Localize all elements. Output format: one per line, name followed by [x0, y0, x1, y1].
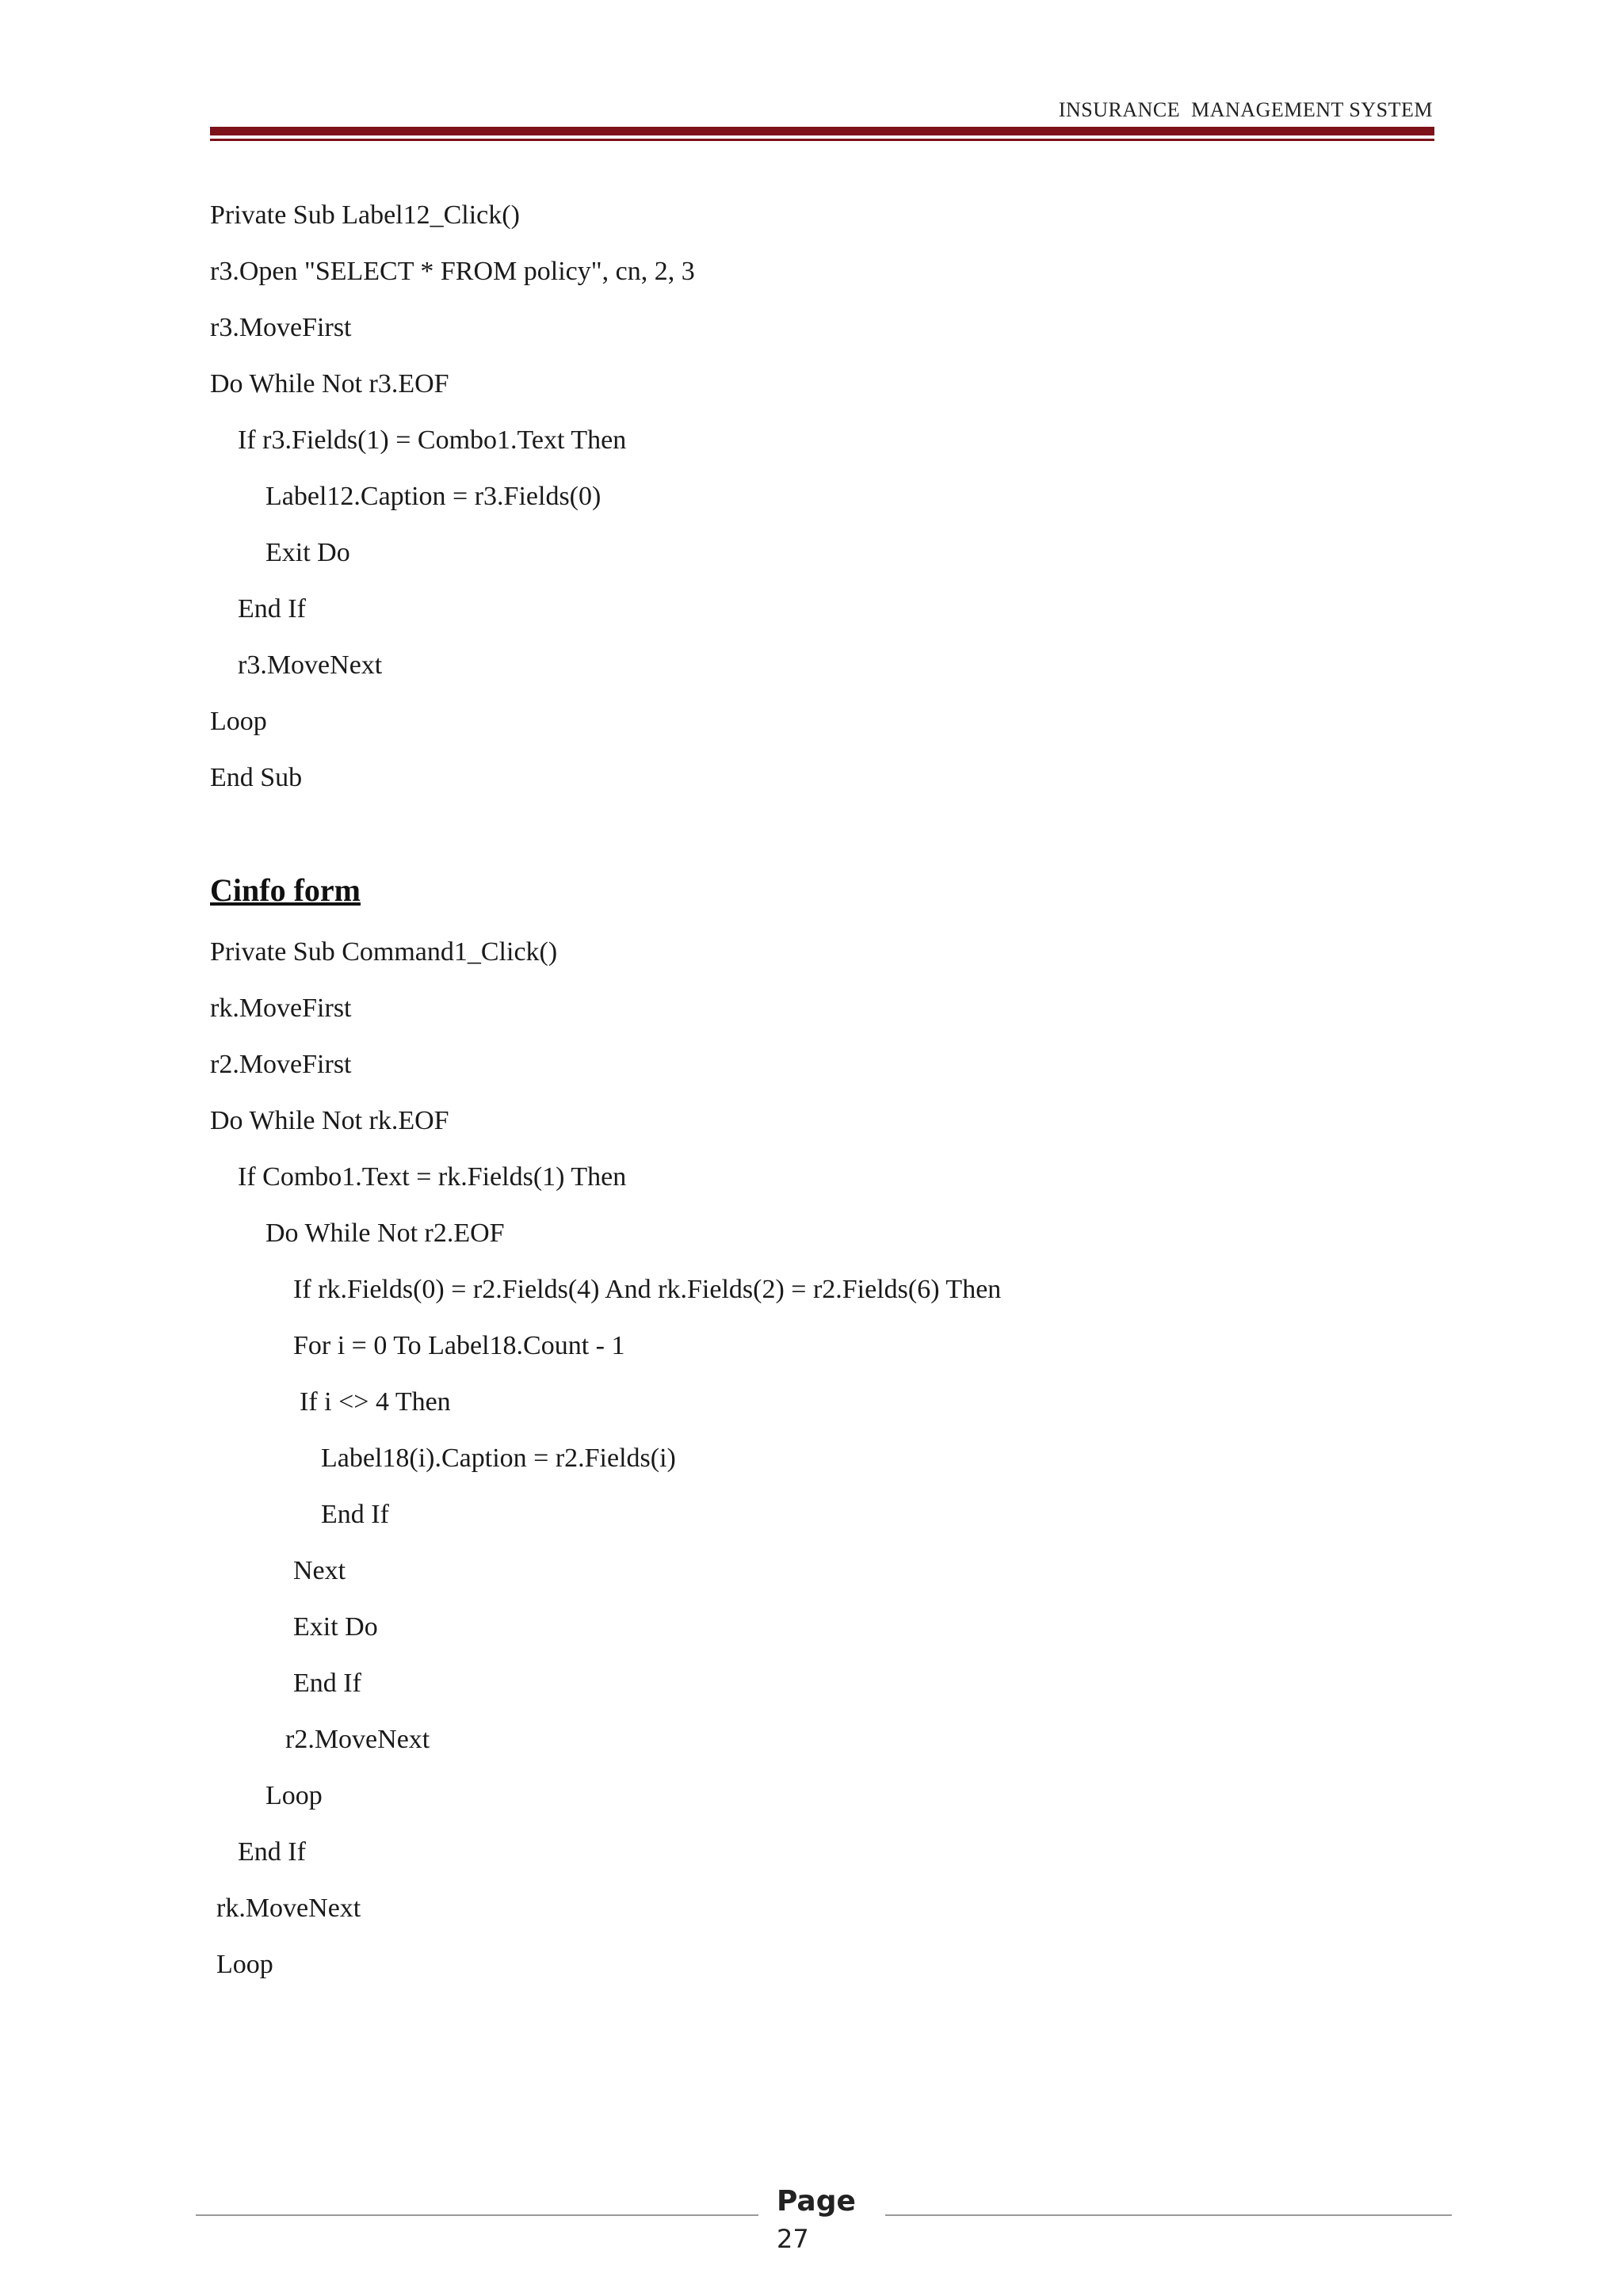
- code-line: For i = 0 To Label18.Count - 1: [293, 1331, 625, 1360]
- footer-rule-right: [885, 2214, 1452, 2216]
- code-line: If i <> 4 Then: [300, 1387, 451, 1417]
- running-header-title: INSURANCE MANAGEMENT SYSTEM: [1058, 98, 1433, 121]
- code-line: If r3.Fields(1) = Combo1.Text Then: [238, 425, 627, 455]
- code-line: r3.MoveFirst: [210, 313, 352, 342]
- code-line: Loop: [216, 1950, 273, 1979]
- code-line: rk.MoveNext: [216, 1894, 361, 1923]
- header-rule-thin: [210, 139, 1434, 141]
- code-line: Loop: [265, 1781, 323, 1810]
- header-rule-thick: [210, 127, 1434, 135]
- code-line: Loop: [210, 707, 267, 736]
- code-line: Do While Not r2.EOF: [265, 1219, 505, 1248]
- code-line: Label18(i).Caption = r2.Fields(i): [321, 1444, 676, 1473]
- code-line: Do While Not rk.EOF: [210, 1106, 449, 1135]
- code-line: Do While Not r3.EOF: [210, 369, 449, 399]
- code-line: End Sub: [210, 763, 303, 792]
- code-line: End If: [293, 1669, 361, 1698]
- code-line: End If: [238, 594, 306, 624]
- footer-page-number: 27: [777, 2224, 809, 2254]
- code-line: End If: [321, 1500, 389, 1529]
- code-line: Exit Do: [293, 1612, 378, 1642]
- code-line: rk.MoveFirst: [210, 994, 352, 1023]
- code-line: If rk.Fields(0) = r2.Fields(4) And rk.Fields(2) = r2.Fields(6) Then: [293, 1275, 1002, 1304]
- code-line: End If: [238, 1837, 306, 1867]
- code-line: r2.MoveFirst: [210, 1050, 352, 1079]
- code-line: r3.MoveNext: [238, 650, 383, 680]
- code-line: r2.MoveNext: [285, 1725, 430, 1754]
- code-line: Private Sub Command1_Click(): [210, 937, 558, 967]
- section-heading: Cinfo form: [210, 872, 361, 908]
- code-line: Private Sub Label12_Click(): [210, 200, 520, 230]
- code-line: Label12.Caption = r3.Fields(0): [265, 482, 601, 511]
- code-line: Next: [293, 1556, 346, 1585]
- code-line: r3.Open "SELECT * FROM policy", cn, 2, 3: [210, 257, 695, 286]
- footer-page-label: Page: [777, 2185, 856, 2218]
- code-line: Exit Do: [265, 538, 350, 567]
- footer-rule-left: [196, 2214, 758, 2216]
- code-line: If Combo1.Text = rk.Fields(1) Then: [238, 1162, 627, 1192]
